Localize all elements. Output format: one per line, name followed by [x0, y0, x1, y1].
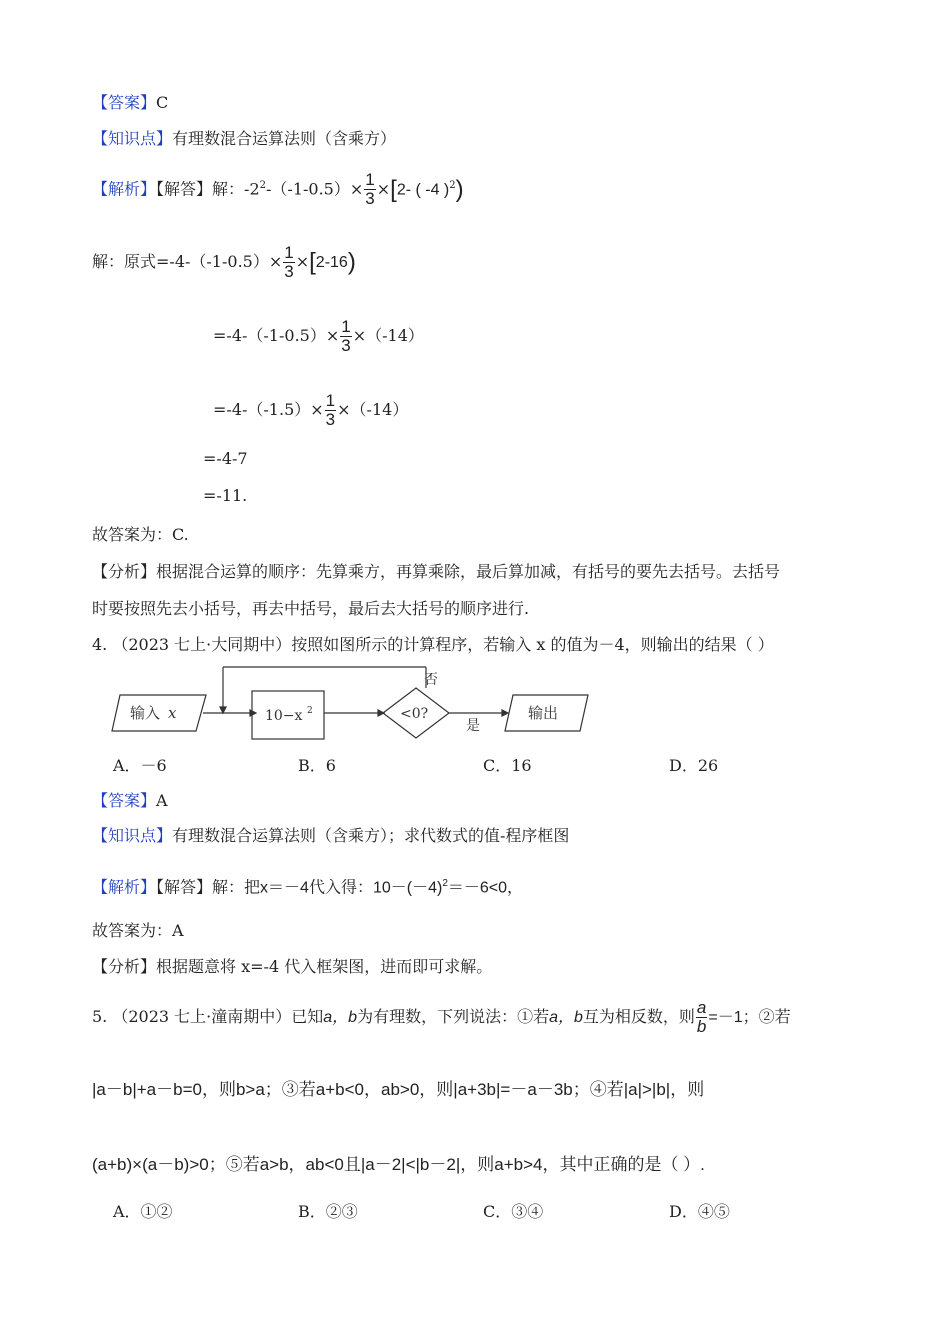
- denominator: b: [696, 1017, 707, 1036]
- denominator: 3: [365, 189, 375, 209]
- q4-option-a: A．－6: [113, 756, 167, 775]
- math-text: ×（-14）: [352, 326, 424, 345]
- knowledge-label: 【知识点】: [92, 129, 173, 148]
- process-sup: 2: [307, 706, 313, 716]
- math-text: a，b: [323, 1009, 358, 1026]
- solve-label: 【解答】解：: [156, 179, 245, 199]
- numerator: 1: [341, 317, 351, 336]
- q4-fenxi: [92, 957, 492, 977]
- q5-stem-line-1: [92, 995, 791, 1040]
- analysis-label: 【解析】: [92, 877, 157, 897]
- math-text: =-4-（-1-0.5）×: [213, 326, 340, 345]
- stem-text: 互为相反数，则: [582, 1007, 695, 1026]
- q3-step-3: [213, 388, 408, 432]
- fraction: [696, 999, 707, 1036]
- math-text: 代入得：: [308, 877, 373, 897]
- q5-stem-line-2: |a－b|+a－b=0，则b>a；③若a+b<0，ab>0，则|a+3b|=－a－3b；④若|a|>|b|，则: [92, 1080, 705, 1099]
- q3-fenxi: [92, 562, 780, 582]
- math-text: 2- ( -4 ): [396, 181, 450, 199]
- math-text: ×: [295, 252, 310, 271]
- fenxi-text: 根据题意将 x=-4 代入框架图，进而即可求解。: [156, 957, 493, 976]
- output-label: 输出: [528, 704, 559, 722]
- yes-label: 是: [466, 718, 480, 734]
- denominator: 3: [325, 410, 336, 429]
- q4-conclusion: 故答案为：A: [92, 921, 184, 940]
- q3-conclusion: 故答案为：C.: [92, 525, 189, 544]
- bracket: [: [390, 175, 397, 203]
- q4-option-b: B．6: [298, 756, 336, 775]
- math-text: -（-1-0.5）×: [266, 179, 364, 199]
- input-label: 输入: [130, 704, 161, 722]
- q5-option-a: A．①②: [113, 1202, 173, 1221]
- q3-step-2: [213, 314, 424, 358]
- answer-label: 【答案】: [92, 93, 157, 112]
- q3-step-1: [92, 240, 356, 285]
- decision-label: <0?: [400, 706, 429, 722]
- fenxi-label: 【分析】: [92, 957, 157, 976]
- math-text: -2: [244, 179, 260, 199]
- input-var: x: [168, 704, 177, 722]
- answer-label: 【答案】: [92, 791, 157, 810]
- math-text: =-4-（-1.5）×: [213, 400, 324, 419]
- q4-option-d: D．26: [669, 756, 719, 775]
- numerator: 1: [325, 391, 336, 410]
- math-text: 2-16: [315, 254, 348, 271]
- bracket: ): [347, 248, 356, 276]
- knowledge-label: 【知识点】: [92, 826, 173, 845]
- denominator: 3: [284, 262, 294, 281]
- flowchart: [100, 660, 600, 750]
- math-text: ＝－6<0，: [447, 879, 524, 897]
- answer-value: A: [156, 791, 168, 810]
- math-text: ×（-14）: [337, 400, 409, 419]
- denominator: 3: [341, 336, 351, 355]
- q3-step-5: =-11.: [203, 486, 248, 505]
- analysis-label: 【解析】: [92, 179, 157, 199]
- q4-analysis-line: [92, 874, 523, 898]
- process-label: 10−x: [265, 708, 303, 724]
- q4-option-c: C．16: [483, 756, 532, 775]
- knowledge-text: 有理数混合运算法则（含乘方）；求代数式的值-程序框图: [172, 826, 570, 845]
- fraction: [283, 244, 294, 281]
- numerator: 1: [284, 243, 294, 262]
- q3-fenxi-cont: 时要按照先去小括号，再去中括号，最后去大括号的顺序进行.: [92, 599, 530, 618]
- q5-option-c: C．③④: [483, 1202, 544, 1221]
- fenxi-label: 【分析】: [92, 562, 157, 581]
- stem-text: =－1；②若: [708, 1009, 791, 1026]
- fraction: [364, 171, 375, 208]
- math-text: 10－(－4): [372, 879, 443, 897]
- math-text: 解：原式=-4-（-1-0.5）×: [92, 252, 283, 271]
- q3-step-4: =-4-7: [203, 449, 248, 468]
- math-sup: 2: [259, 180, 266, 191]
- q4-knowledge: [92, 826, 569, 846]
- knowledge-text: 有理数混合运算法则（含乘方）: [172, 129, 397, 148]
- fenxi-text: 根据混合运算的顺序：先算乘方，再算乘除，最后算加减，有括号的要先去括号。去括号: [156, 562, 781, 581]
- math-text: x＝－4: [260, 879, 309, 897]
- q5-option-b: B．②③: [298, 1202, 358, 1221]
- q4-answer: [92, 791, 168, 811]
- stem-text: 5. （2023 七上·潼南期中）已知: [92, 1007, 324, 1026]
- no-label: 否: [424, 672, 438, 688]
- q3-answer: [92, 93, 168, 113]
- bracket: [: [309, 248, 316, 276]
- q3-analysis-line: [92, 164, 464, 212]
- answer-value: C: [156, 93, 169, 112]
- stem-text: 为有理数，下列说法：①若: [357, 1007, 550, 1026]
- math-sup: 2: [449, 180, 456, 191]
- q4-stem: 4. （2023 七上·大同期中）按照如图所示的计算程序，若输入 x 的值为－4，则输出的结果（ ）: [92, 635, 774, 654]
- fraction: [325, 392, 336, 429]
- q3-knowledge: [92, 129, 396, 149]
- numerator: a: [696, 998, 707, 1017]
- bracket: ): [455, 175, 464, 203]
- numerator: 1: [365, 170, 375, 190]
- math-sup: 2: [442, 878, 448, 889]
- q5-option-d: D．④⑤: [669, 1202, 730, 1221]
- math-text: ×: [376, 179, 391, 199]
- fraction: [340, 318, 351, 355]
- math-text: a，b: [549, 1009, 583, 1026]
- solve-label: 【解答】解：把: [156, 877, 261, 897]
- q5-stem-line-3: (a+b)×(a－b)>0；⑤若a>b，ab<0且|a－2|<|b－2|，则a+b>4，其中正确的是（ ）.: [92, 1155, 705, 1174]
